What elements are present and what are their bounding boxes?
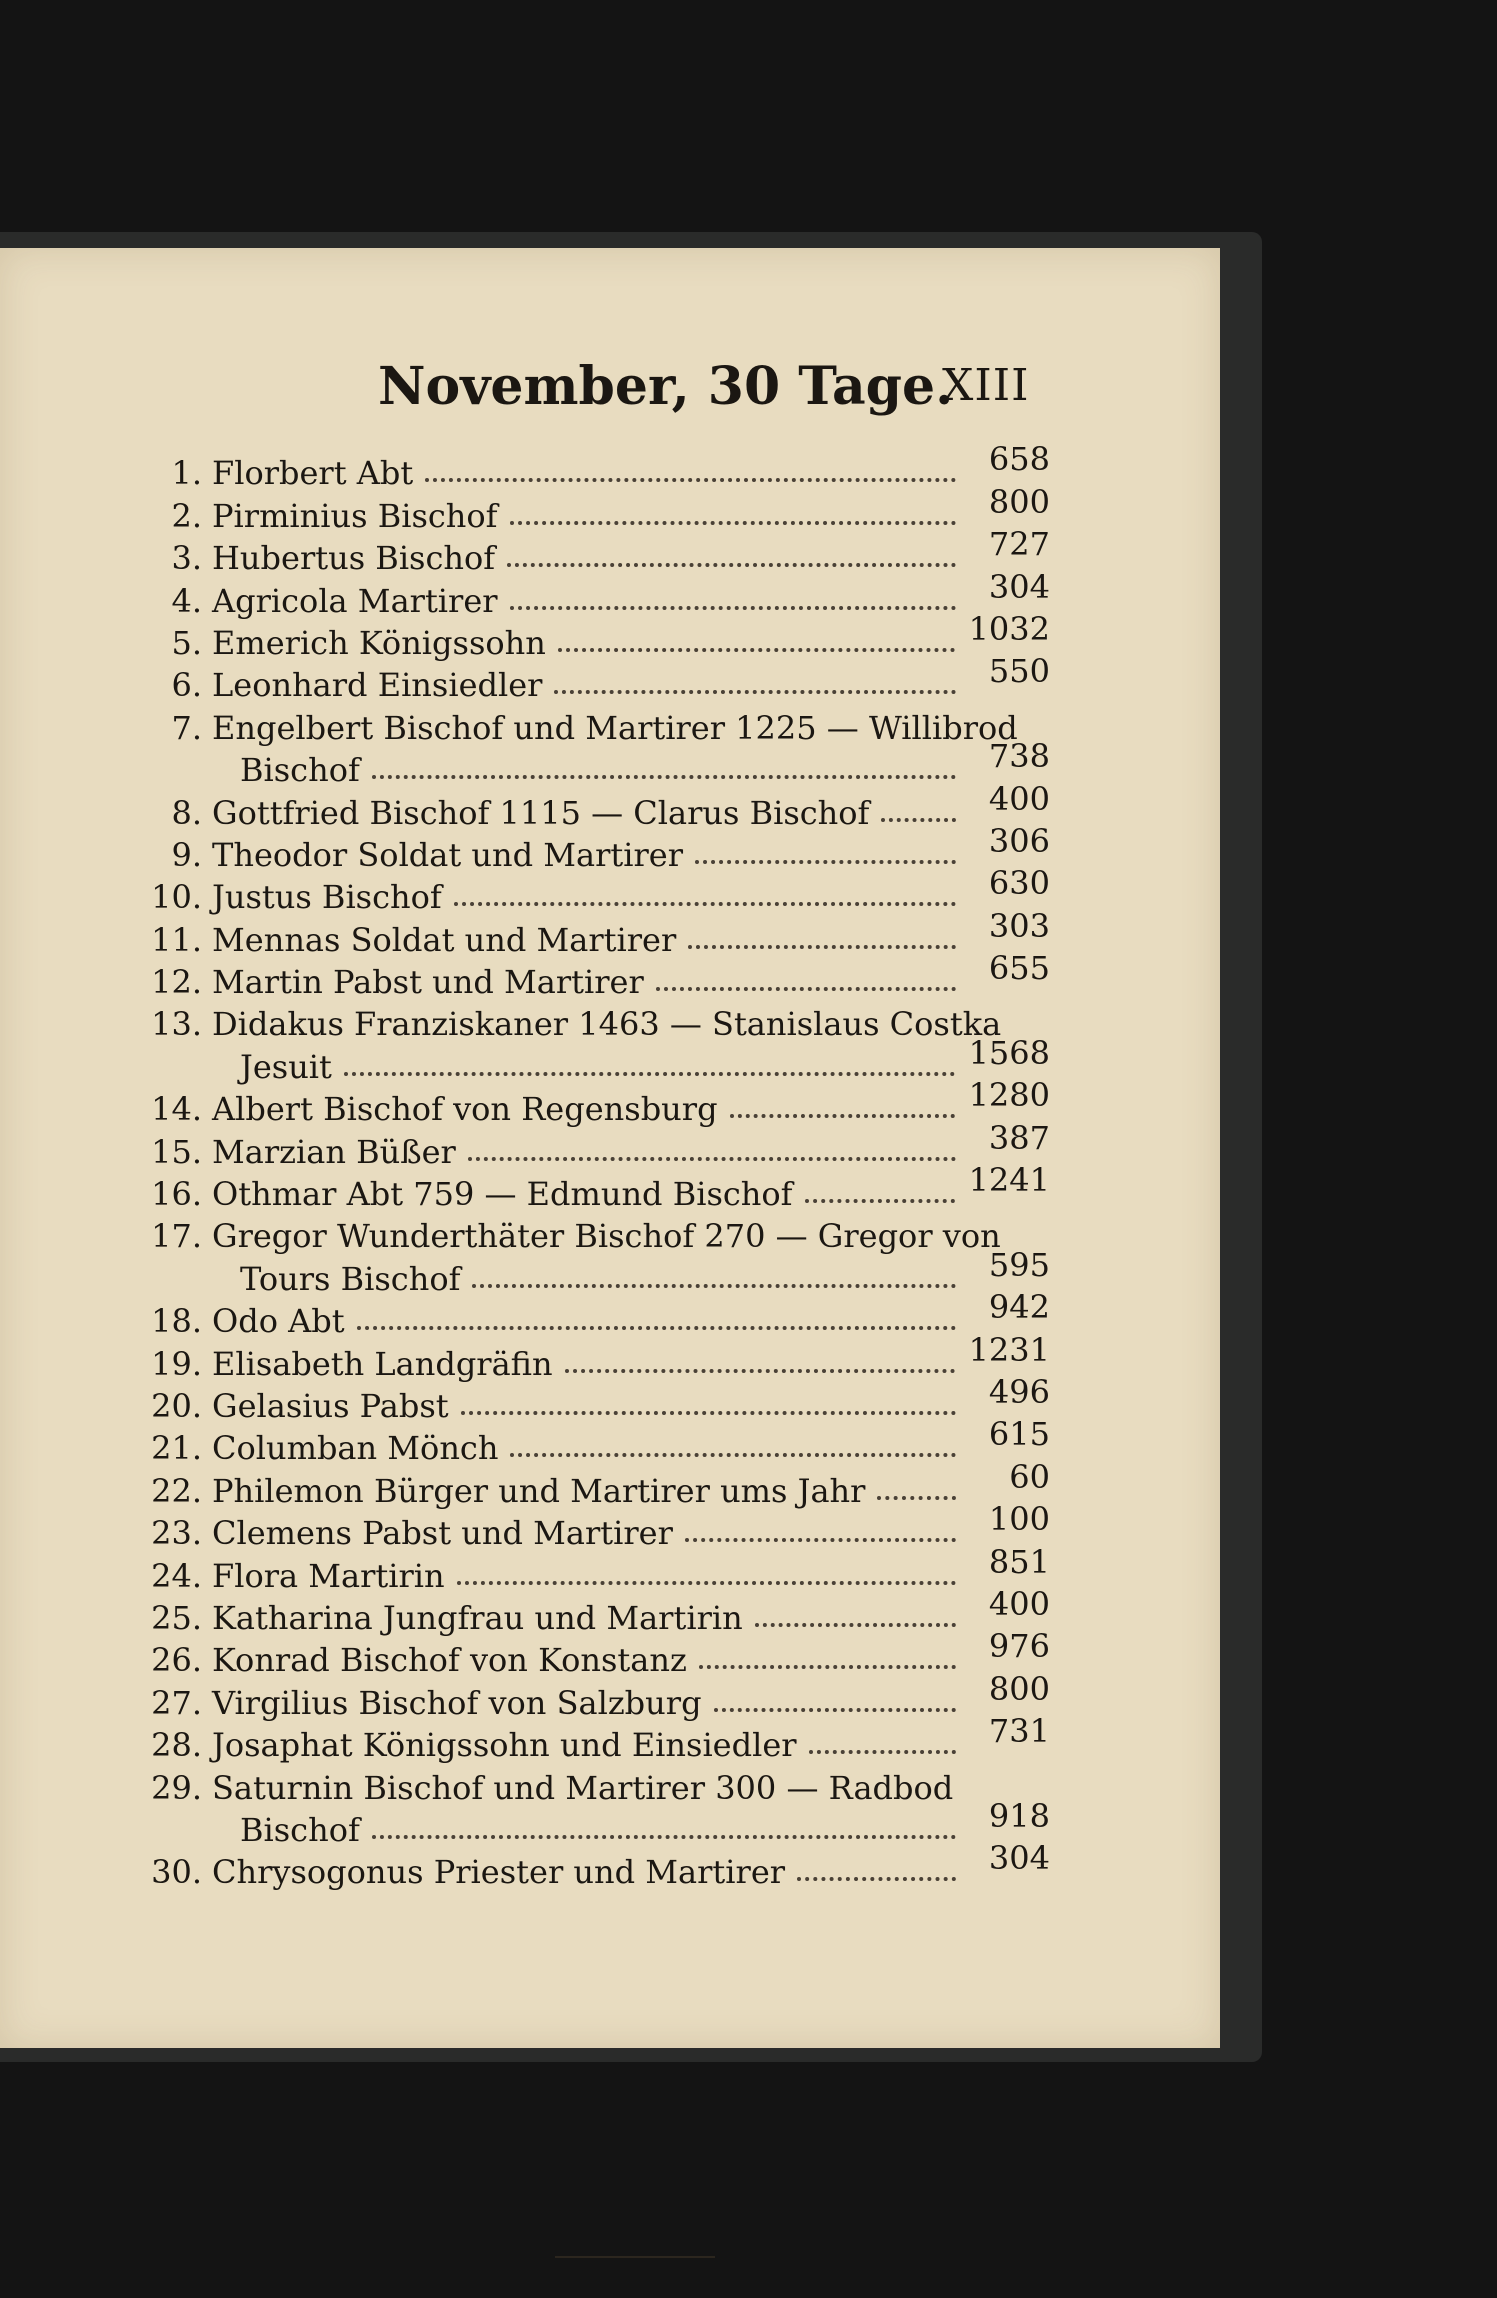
- dot-leader: [805, 1198, 955, 1203]
- entry-line: [150, 1330, 1050, 1383]
- dot-leader: [507, 562, 956, 567]
- dot-leader: [510, 1452, 956, 1457]
- entry-line: [150, 906, 1050, 959]
- entry-number: 19.: [151, 1344, 202, 1383]
- dot-leader: [357, 1325, 956, 1330]
- entry-line: [150, 737, 1050, 790]
- entry-number: 9.: [171, 835, 202, 874]
- entry-line: [150, 440, 1050, 493]
- entry-number: 17.: [151, 1217, 202, 1256]
- page-header: [0, 356, 1220, 426]
- entry-text: Tours Bischof: [240, 1259, 461, 1298]
- entry-text: Mennas Soldat und Martirer: [212, 920, 677, 959]
- entry-number: 22.: [151, 1471, 202, 1510]
- dot-leader: [809, 1749, 956, 1754]
- entry-page-ref: 800: [988, 1669, 1050, 1708]
- entry-text: Theodor Soldat und Martirer: [212, 835, 684, 874]
- entry-text: Bischof: [240, 751, 360, 790]
- entry-line: [150, 1669, 1050, 1722]
- list-item: [150, 525, 1050, 578]
- list-item: [150, 1330, 1050, 1383]
- list-item: [150, 1839, 1050, 1892]
- list-item: [150, 821, 1050, 874]
- list-item: [150, 1372, 1050, 1425]
- entry-number: 7.: [171, 708, 202, 747]
- entry-number: 12.: [151, 963, 202, 1002]
- entry-text: Emerich Königssohn: [212, 623, 546, 662]
- list-item: [150, 949, 1050, 1002]
- list-item: [150, 1712, 1050, 1765]
- entry-page-ref: 918: [988, 1796, 1050, 1835]
- entry-text: Hubertus Bischof: [212, 539, 496, 578]
- entry-number: 25.: [151, 1598, 202, 1637]
- list-item: [150, 1764, 1050, 1849]
- entry-number: 13.: [151, 1005, 202, 1044]
- book-page: [0, 248, 1220, 2048]
- entry-page-ref: 727: [988, 525, 1050, 564]
- entry-text: Konrad Bischof von Konstanz: [212, 1641, 687, 1680]
- dot-leader: [472, 1283, 956, 1288]
- entry-number: 4.: [171, 581, 202, 620]
- entry-number: 29.: [151, 1768, 202, 1807]
- entry-text: Odo Abt: [212, 1302, 345, 1341]
- entry-text: Jesuit: [240, 1047, 332, 1086]
- entry-number: 5.: [171, 623, 202, 662]
- dot-leader: [730, 1113, 955, 1118]
- dot-leader: [372, 1834, 956, 1839]
- entry-line: [150, 1584, 1050, 1637]
- entry-line: [150, 1764, 1050, 1806]
- entry-line: [150, 821, 1050, 874]
- entry-page-ref: 1032: [968, 609, 1050, 648]
- entry-line: [150, 1712, 1050, 1765]
- entry-text: Agricola Martirer: [212, 581, 498, 620]
- dot-leader: [685, 1537, 956, 1542]
- entry-text: Virgilius Bischof von Salzburg: [212, 1683, 702, 1722]
- entry-line: [150, 1415, 1050, 1468]
- entry-page-ref: 496: [988, 1372, 1050, 1411]
- dot-leader: [714, 1707, 956, 1712]
- entry-number: 23.: [151, 1514, 202, 1553]
- list-item: [150, 864, 1050, 917]
- entry-number: 2.: [171, 496, 202, 535]
- entry-number: 28.: [151, 1726, 202, 1765]
- entry-page-ref: 550: [988, 652, 1050, 691]
- entry-text: Philemon Bürger und Martirer ums Jahr: [212, 1471, 866, 1510]
- entry-text: Justus Bischof: [212, 878, 442, 917]
- list-item: [150, 1415, 1050, 1468]
- list-item: [150, 1500, 1050, 1553]
- entry-number: 18.: [151, 1302, 202, 1341]
- entry-text: Katharina Jungfrau und Martirin: [212, 1598, 743, 1637]
- list-item: [150, 704, 1050, 789]
- entry-line: [150, 1372, 1050, 1425]
- entry-line: [150, 1627, 1050, 1680]
- dot-leader: [699, 1664, 956, 1669]
- entry-line: [150, 1076, 1050, 1129]
- entry-line: [150, 779, 1050, 832]
- entry-page-ref: 655: [988, 949, 1050, 988]
- entry-page-ref: 595: [988, 1245, 1050, 1284]
- entry-page-ref: 1568: [968, 1033, 1050, 1072]
- entry-number: 8.: [171, 793, 202, 832]
- entry-text: Engelbert Bischof und Martirer 1225 — Willibrod: [212, 708, 1018, 747]
- entry-page-ref: 306: [988, 821, 1050, 860]
- entry-text: Josaphat Königssohn und Einsiedler: [212, 1726, 797, 1765]
- entry-page-ref: 387: [988, 1118, 1050, 1157]
- list-item: [150, 609, 1050, 662]
- dot-leader: [510, 605, 956, 610]
- entry-text: Flora Martirin: [212, 1556, 445, 1595]
- entry-number: 21.: [151, 1429, 202, 1468]
- entry-page-ref: 942: [988, 1288, 1050, 1327]
- entry-text: Gregor Wunderthäter Bischof 270 — Gregor von: [212, 1217, 1001, 1256]
- entry-number: 30.: [151, 1853, 202, 1892]
- entry-line: [150, 1001, 1050, 1043]
- entry-page-ref: 304: [988, 1839, 1050, 1878]
- entry-text: Gottfried Bischof 1115 — Clarus Bischof: [212, 793, 870, 832]
- saints-list: [150, 440, 1050, 1892]
- dot-leader: [688, 944, 956, 949]
- entry-line: [150, 1542, 1050, 1595]
- entry-number: 10.: [151, 878, 202, 917]
- entry-number: 1.: [171, 454, 202, 493]
- entry-text: Chrysogonus Priester und Martirer: [212, 1853, 786, 1892]
- entry-line: [150, 704, 1050, 746]
- entry-page-ref: 630: [988, 864, 1050, 903]
- dot-leader: [554, 689, 956, 694]
- list-item: [150, 1076, 1050, 1129]
- entry-number: 24.: [151, 1556, 202, 1595]
- entry-page-ref: 304: [988, 567, 1050, 606]
- entry-page-ref: 851: [988, 1542, 1050, 1581]
- entry-line: [150, 567, 1050, 620]
- entry-line: [150, 1033, 1050, 1086]
- entry-number: 27.: [151, 1683, 202, 1722]
- entry-text: Othmar Abt 759 — Edmund Bischof: [212, 1175, 793, 1214]
- dot-leader: [755, 1622, 956, 1627]
- list-item: [150, 567, 1050, 620]
- dot-leader: [454, 901, 956, 906]
- entry-text: Martin Pabst und Martirer: [212, 963, 644, 1002]
- entry-line: [150, 949, 1050, 1002]
- entry-page-ref: 303: [988, 906, 1050, 945]
- entry-text: Gelasius Pabst: [212, 1386, 449, 1425]
- entry-page-ref: 60: [1009, 1457, 1050, 1496]
- dot-leader: [372, 774, 956, 779]
- entry-text: Didakus Franziskaner 1463 — Stanislaus Costka: [212, 1005, 1002, 1044]
- entry-page-ref: 100: [988, 1500, 1050, 1539]
- entry-text: Elisabeth Landgräfin: [212, 1344, 553, 1383]
- closing-rule: [555, 2256, 715, 2258]
- entry-page-ref: 976: [988, 1627, 1050, 1666]
- dot-leader: [461, 1410, 956, 1415]
- entry-page-ref: 658: [988, 440, 1050, 479]
- list-item: [150, 1161, 1050, 1214]
- list-item: [150, 1213, 1050, 1298]
- entry-text: Pirminius Bischof: [212, 496, 498, 535]
- entry-page-ref: 1241: [968, 1161, 1050, 1200]
- list-item: [150, 1001, 1050, 1086]
- list-item: [150, 1118, 1050, 1171]
- dot-leader: [656, 986, 956, 991]
- entry-page-ref: 400: [988, 779, 1050, 818]
- dot-leader: [695, 859, 956, 864]
- entry-text: Marzian Büßer: [212, 1132, 456, 1171]
- entry-line: [150, 1161, 1050, 1214]
- dot-leader: [468, 1156, 956, 1161]
- entry-line: [150, 1500, 1050, 1553]
- entry-number: 11.: [151, 920, 202, 959]
- entry-line: [150, 1213, 1050, 1255]
- entry-page-ref: 731: [988, 1712, 1050, 1751]
- list-item: [150, 1542, 1050, 1595]
- dot-leader: [344, 1071, 955, 1076]
- entry-number: 26.: [151, 1641, 202, 1680]
- page-title: November, 30 Tage.: [378, 356, 954, 417]
- entry-page-ref: 400: [988, 1584, 1050, 1623]
- entry-line: [150, 1457, 1050, 1510]
- dot-leader: [425, 477, 956, 482]
- list-item: [150, 482, 1050, 535]
- list-item: [150, 906, 1050, 959]
- entry-text: Leonhard Einsiedler: [212, 666, 543, 705]
- entry-text: Florbert Abt: [212, 454, 414, 493]
- dot-leader: [877, 1495, 956, 1500]
- dot-leader: [565, 1368, 955, 1373]
- entry-number: 15.: [151, 1132, 202, 1171]
- entry-line: [150, 525, 1050, 578]
- list-item: [150, 779, 1050, 832]
- entry-number: 16.: [151, 1175, 202, 1214]
- entry-line: [150, 482, 1050, 535]
- entry-page-ref: 1280: [968, 1076, 1050, 1115]
- page-number: XIII: [942, 360, 1030, 411]
- list-item: [150, 440, 1050, 493]
- entry-line: [150, 609, 1050, 662]
- entry-line: [150, 1796, 1050, 1849]
- list-item: [150, 1627, 1050, 1680]
- entry-line: [150, 1839, 1050, 1892]
- entry-line: [150, 1118, 1050, 1171]
- entry-text: Columban Mönch: [212, 1429, 499, 1468]
- dot-leader: [797, 1876, 956, 1881]
- entry-line: [150, 864, 1050, 917]
- entry-line: [150, 652, 1050, 705]
- list-item: [150, 1669, 1050, 1722]
- entry-text: Bischof: [240, 1810, 360, 1849]
- list-item: [150, 652, 1050, 705]
- dot-leader: [457, 1580, 956, 1585]
- list-item: [150, 1457, 1050, 1510]
- entry-number: 6.: [171, 666, 202, 705]
- entry-text: Saturnin Bischof und Martirer 300 — Radbod: [212, 1768, 954, 1807]
- entry-number: 14.: [151, 1090, 202, 1129]
- entry-page-ref: 738: [988, 737, 1050, 776]
- entry-line: [150, 1288, 1050, 1341]
- entry-page-ref: 800: [988, 482, 1050, 521]
- list-item: [150, 1584, 1050, 1637]
- entry-line: [150, 1245, 1050, 1298]
- dot-leader: [510, 520, 957, 525]
- dot-leader: [558, 647, 955, 652]
- list-item: [150, 1288, 1050, 1341]
- entry-number: 20.: [151, 1386, 202, 1425]
- entry-text: Albert Bischof von Regensburg: [212, 1090, 718, 1129]
- entry-number: 3.: [171, 539, 202, 578]
- dot-leader: [881, 817, 956, 822]
- entry-page-ref: 615: [988, 1415, 1050, 1454]
- entry-text: Clemens Pabst und Martirer: [212, 1514, 673, 1553]
- entry-page-ref: 1231: [968, 1330, 1050, 1369]
